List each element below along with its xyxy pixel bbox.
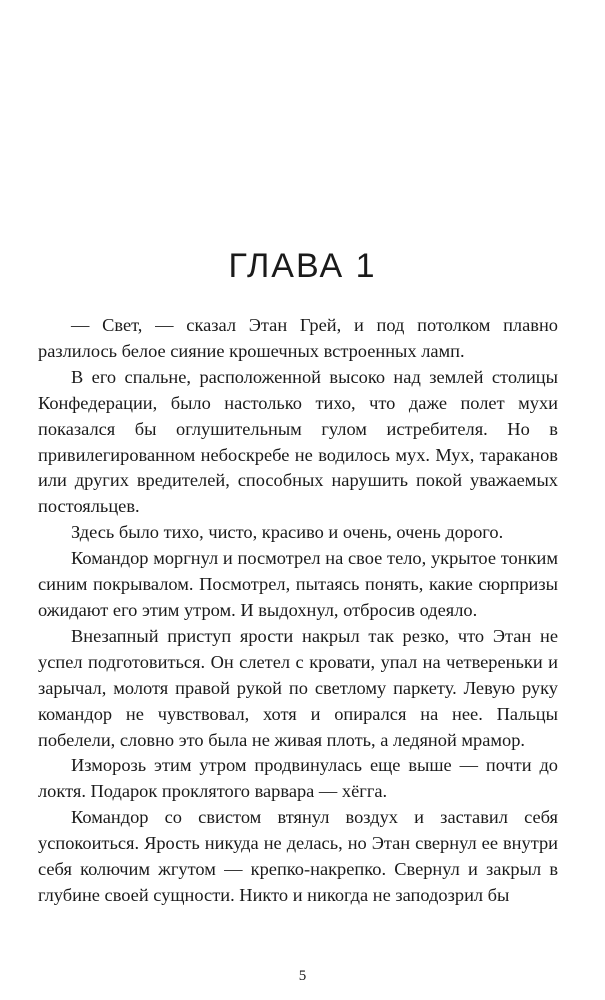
paragraph: Командор со свистом втянул воздух и заставил себя успокоиться. Ярость никуда не делась, но Этан свернул ее внутри себя колючим жгутом — крепко-накрепко. Свернул и закрыл в глубине своей сущности. Никто и никогда не заподозрил бы [38,807,558,905]
page-number: 5 [298,968,307,984]
paragraph: Командор моргнул и посмотрел на свое тело, укрытое тонким синим покрывалом. Посмотрел, пытаясь понять, какие сюрпризы ожидают его этим утром. И выдохнул, отбросив одеяло. [38,548,558,620]
paragraph: Здесь было тихо, чисто, красиво и очень, очень дорого. [71,522,504,543]
paragraph: Изморозь этим утром продвинулась еще выше — почти до локтя. Подарок проклятого варвара — хёгга. [38,755,558,802]
paragraph: — Свет, — сказал Этан Грей, и под потолком плавно разлилось белое сияние крошечных встроенных ламп. [38,315,558,361]
chapter-title: ГЛАВА 1 [228,247,377,285]
paragraph: Внезапный приступ ярости накрыл так резко, что Этан не успел подготовиться. Он слетел с кровати, упал на четвереньки и зарычал, молотя правой рукой по светлому паркету. Левую руку командор не чувствовал, хотя и опирался на нее. Пальцы побелели, словно это была не живая плоть, а ледяной мрамор. [38,625,558,750]
body-text [38,313,558,909]
paragraph: В его спальне, расположенной высоко над землей столицы Конфедерации, было настолько тихо, что даже полет мухи показался бы оглушительным гулом истребителя. Но в привилегированном небоскребе не водилось мух. Мух, тараканов или других вредителей, способных нарушить покой уважаемых постояльцев. [38,366,558,517]
